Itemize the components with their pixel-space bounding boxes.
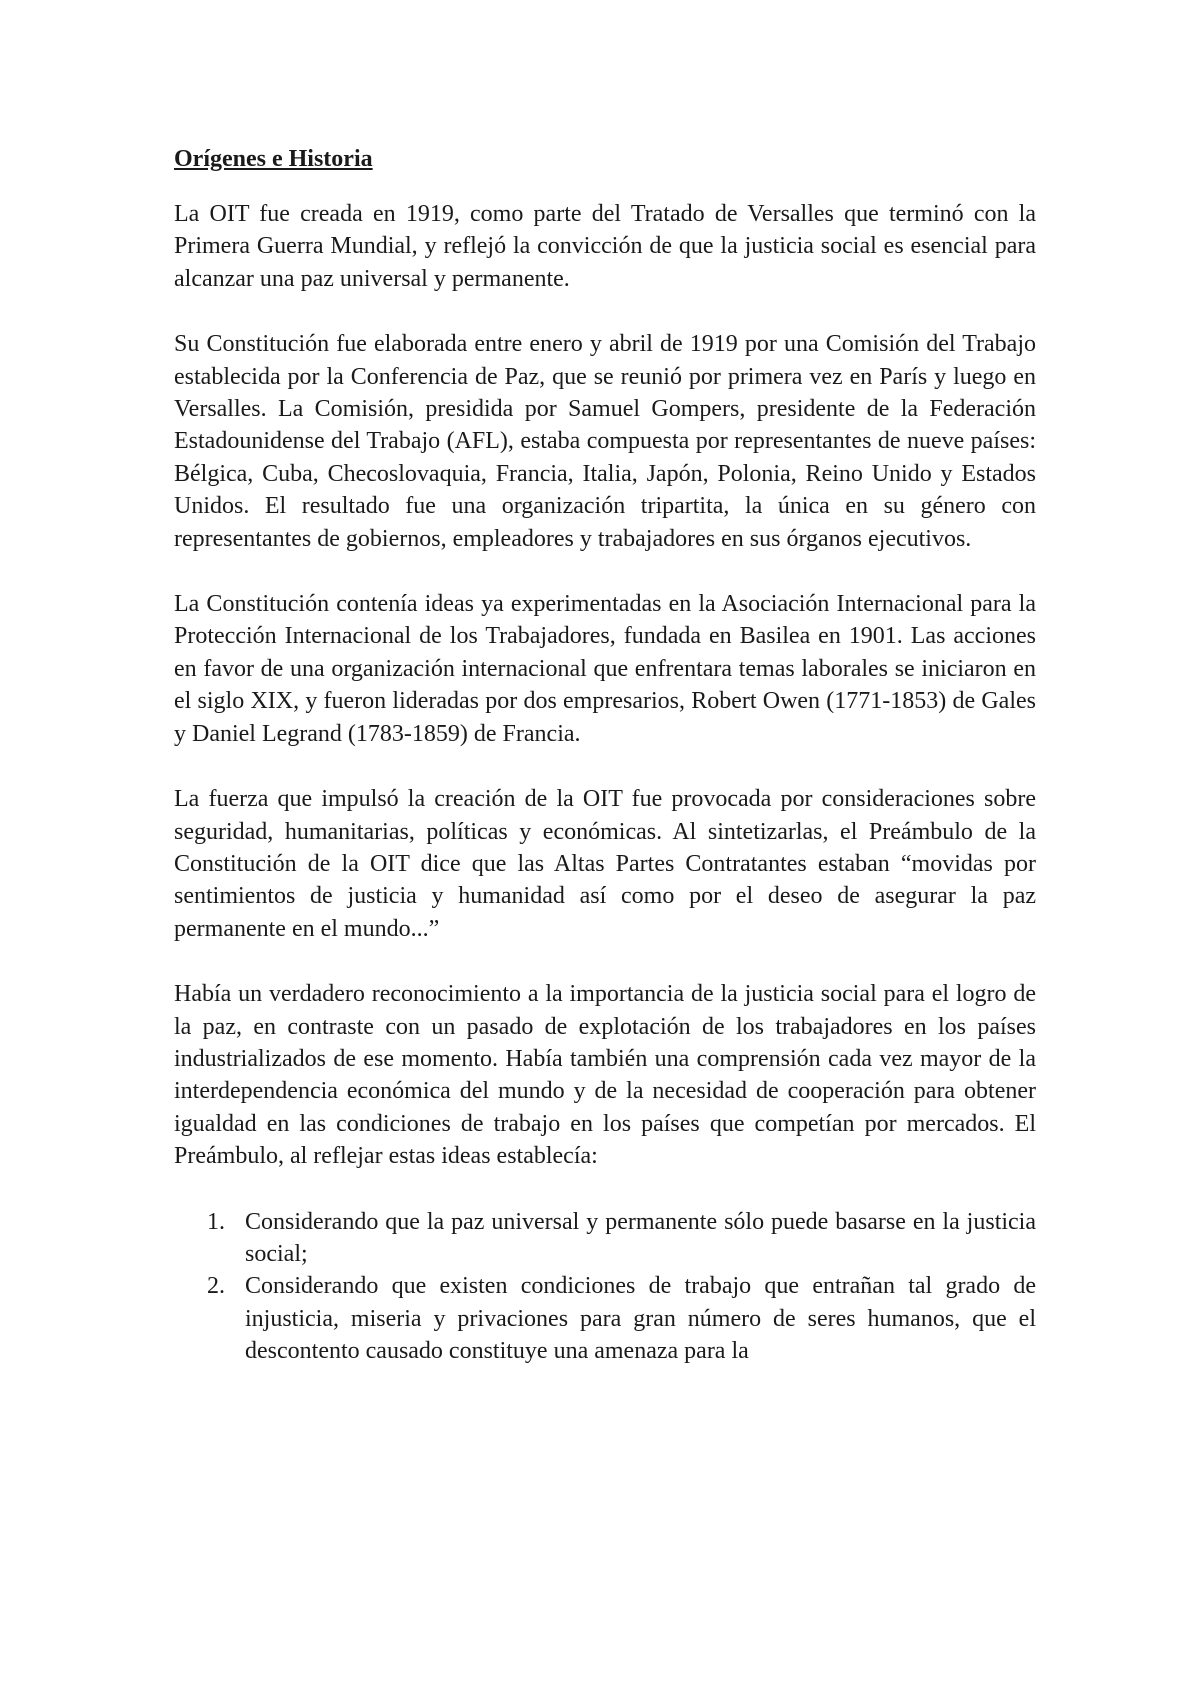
list-item-text: Considerando que existen condiciones de trabajo que entrañan tal grado de injusticia, miseria y privaciones para gran número de seres humanos, que el descontento causado constituye una amenaza para la xyxy=(245,1273,1036,1365)
list-item xyxy=(174,1270,1036,1367)
paragraph-3: La Constitución contenía ideas ya experimentadas en la Asociación Internacional para la Protección Internacional de los Trabajadores, fundada en Basilea en 1901. Las acciones en favor de una organización internacional que enfrentara temas laborales se iniciaron en el siglo XIX, y fueron lideradas por dos empresarios, Robert Owen (1771-1853) de Gales y Daniel Legrand (1783-1859) de Francia. xyxy=(174,591,1036,747)
list-item xyxy=(174,1206,1036,1271)
section-title: Orígenes e Historia xyxy=(174,146,373,172)
paragraph-2: Su Constitución fue elaborada entre enero y abril de 1919 por una Comisión del Trabajo establecida por la Conferencia de Paz, que se reunió por primera vez en París y luego en Versalles. La Comisión, presidida por Samuel Gompers, presidente de la Federación Estadounidense del Trabajo (AFL), estaba compuesta por representantes de nueve países: Bélgica, Cuba, Checoslovaquia, Francia, Italia, Japón, Polonia, Reino Unido y Estados Unidos. El resultado fue una organización tripartita, la única en su género con representantes de gobiernos, empleadores y trabajadores en sus órganos ejecutivos. xyxy=(174,331,1036,552)
list-item-number: 2. xyxy=(207,1273,225,1300)
paragraph-5: Había un verdadero reconocimiento a la importancia de la justicia social para el logro de la paz, en contraste con un pasado de explotación de los trabajadores en los países industrializados de ese momento. Había también una comprensión cada vez mayor de la interdependencia económica del mundo y de la necesidad de cooperación para obtener igualdad en las condiciones de trabajo en los países que competían por mercados. El Preámbulo, al reflejar estas ideas establecía: xyxy=(174,981,1036,1170)
numbered-list xyxy=(174,1206,1036,1368)
document-body xyxy=(174,143,1036,1368)
list-item-number: 1. xyxy=(207,1208,225,1235)
paragraph-4: La fuerza que impulsó la creación de la OIT fue provocada por consideraciones sobre seguridad, humanitarias, políticas y económicas. Al sintetizarlas, el Preámbulo de la Constitución de la OIT dice que las Altas Partes Contratantes estaban “movidas por sentimientos de justicia y humanidad así como por el deseo de asegurar la paz permanente en el mundo...” xyxy=(174,786,1036,942)
list-item-text: Considerando que la paz universal y permanente sólo puede basarse en la justicia social; xyxy=(245,1208,1036,1267)
paragraph-1: La OIT fue creada en 1919, como parte del Tratado de Versalles que terminó con la Primera Guerra Mundial, y reflejó la convicción de que la justicia social es esencial para alcanzar una paz universal y permanente. xyxy=(174,201,1036,292)
